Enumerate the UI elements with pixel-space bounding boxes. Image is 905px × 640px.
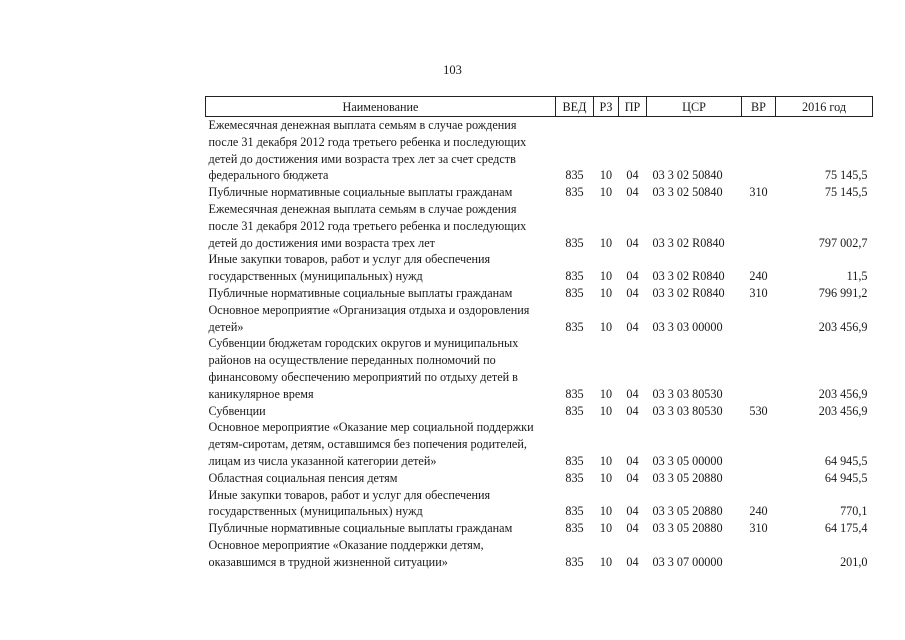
row-rz: 10 — [599, 235, 613, 250]
row-csr: 03 3 02 R0840 — [652, 269, 725, 284]
row-amount: 203 456,9 — [818, 319, 868, 334]
table-row — [206, 335, 873, 402]
row-ved: 835 — [565, 269, 584, 284]
row-name-line: после 31 декабря 2012 года третьего ребенка и последующих — [208, 134, 527, 149]
row-pr: 04 — [626, 470, 639, 485]
row-vr — [742, 537, 776, 571]
row-amount: 64 945,5 — [824, 453, 868, 468]
row-csr: 03 3 02 R0840 — [652, 235, 725, 250]
table-body — [206, 117, 873, 571]
table-row — [206, 201, 873, 251]
row-ved: 835 — [565, 521, 584, 536]
row-vr — [742, 419, 776, 469]
row-pr: 04 — [626, 504, 639, 519]
table-row — [206, 302, 873, 336]
row-name-line: государственных (муниципальных) нужд — [208, 504, 423, 519]
row-amount: 64 175,4 — [824, 521, 868, 536]
table-row — [206, 403, 873, 420]
table-row — [206, 419, 873, 469]
page-number: 103 — [443, 63, 462, 77]
row-name-line: Ежемесячная денежная выплата семьям в случае рождения — [208, 118, 517, 132]
row-pr: 04 — [626, 453, 639, 468]
row-rz: 10 — [599, 269, 613, 284]
row-amount: 770,1 — [840, 504, 868, 519]
row-csr: 03 3 02 50840 — [652, 168, 723, 183]
row-name — [206, 470, 556, 487]
row-ved: 835 — [565, 285, 584, 300]
row-rz: 10 — [599, 470, 613, 485]
row-name — [206, 335, 556, 402]
row-name-line: детей до достижения ими возраста трех лет за счет средств — [208, 151, 516, 166]
row-csr: 03 3 03 80530 — [652, 386, 723, 401]
header-year: 2016 год — [776, 97, 873, 117]
row-amount: 203 456,9 — [818, 386, 868, 401]
header-csr: ЦСР — [647, 97, 742, 117]
row-amount: 201,0 — [840, 554, 868, 569]
row-pr: 04 — [626, 168, 639, 183]
row-name-line: оказавшимся в трудной жизненной ситуации» — [208, 554, 448, 569]
row-pr: 04 — [626, 386, 639, 401]
row-pr: 04 — [626, 319, 639, 334]
table-row — [206, 520, 873, 537]
row-vr — [742, 335, 776, 402]
row-name-line: Ежемесячная денежная выплата семьям в случае рождения — [208, 201, 517, 216]
row-vr: 310 — [749, 285, 768, 300]
row-rz: 10 — [599, 453, 613, 468]
row-name — [206, 520, 556, 537]
row-csr: 03 3 05 20880 — [652, 470, 723, 485]
header-vr: ВР — [742, 97, 776, 117]
row-pr: 04 — [626, 285, 639, 300]
row-pr: 04 — [626, 403, 639, 418]
row-name-line: Иные закупки товаров, работ и услуг для обеспечения — [208, 252, 491, 267]
row-csr: 03 3 07 00000 — [652, 554, 723, 569]
row-pr: 04 — [626, 185, 639, 200]
table-row — [206, 470, 873, 487]
row-name-line: детей» — [208, 319, 244, 334]
row-amount: 64 945,5 — [824, 470, 868, 485]
row-amount: 797 002,7 — [818, 235, 868, 250]
table-row — [206, 184, 873, 201]
row-rz: 10 — [599, 319, 613, 334]
header-rz: РЗ — [594, 97, 619, 117]
row-ved: 835 — [565, 554, 584, 569]
row-name — [206, 251, 556, 285]
row-amount: 75 145,5 — [824, 168, 868, 183]
row-name-line: Иные закупки товаров, работ и услуг для обеспечения — [208, 487, 491, 502]
row-name-line: лицам из числа указанной категории детей» — [208, 453, 437, 468]
row-csr: 03 3 03 80530 — [652, 403, 723, 418]
row-csr: 03 3 05 20880 — [652, 521, 723, 536]
row-vr — [742, 117, 776, 185]
table-row — [206, 487, 873, 521]
row-name — [206, 487, 556, 521]
row-name — [206, 403, 556, 420]
row-name — [206, 285, 556, 302]
row-name-line: после 31 декабря 2012 года третьего ребенка и последующих — [208, 218, 527, 233]
row-name-line: Областная социальная пенсия детям — [208, 470, 398, 485]
row-name — [206, 537, 556, 571]
row-ved: 835 — [565, 168, 584, 183]
row-ved: 835 — [565, 185, 584, 200]
row-csr: 03 3 03 00000 — [652, 319, 723, 334]
row-name — [206, 117, 556, 185]
row-csr: 03 3 05 00000 — [652, 453, 723, 468]
row-name-line: Публичные нормативные социальные выплаты гражданам — [208, 185, 513, 200]
row-vr: 310 — [749, 521, 768, 536]
row-ved: 835 — [565, 504, 584, 519]
row-vr: 310 — [749, 185, 768, 200]
row-name-line: федерального бюджета — [208, 168, 329, 183]
row-amount: 203 456,9 — [818, 403, 868, 418]
row-name-line: государственных (муниципальных) нужд — [208, 269, 423, 284]
row-vr — [742, 470, 776, 487]
row-csr: 03 3 02 50840 — [652, 185, 723, 200]
row-name-line: районов на осуществление переданных полномочий по — [208, 353, 496, 368]
row-amount: 75 145,5 — [824, 185, 868, 200]
row-name-line: Основное мероприятие «Организация отдыха и оздоровления — [208, 302, 530, 317]
header-pr: ПР — [619, 97, 647, 117]
row-ved: 835 — [565, 403, 584, 418]
row-rz: 10 — [599, 168, 613, 183]
row-ved: 835 — [565, 235, 584, 250]
row-pr: 04 — [626, 521, 639, 536]
row-name-line: Субвенции бюджетам городских округов и муниципальных — [208, 336, 519, 351]
row-ved: 835 — [565, 470, 584, 485]
row-name — [206, 201, 556, 251]
budget-table — [205, 96, 873, 571]
row-pr: 04 — [626, 235, 639, 250]
row-name-line: детям-сиротам, детям, оставшимся без попечения родителей, — [208, 437, 527, 452]
row-vr: 530 — [749, 403, 768, 418]
row-rz: 10 — [599, 285, 613, 300]
row-name-line: Основное мероприятие «Оказание поддержки детям, — [208, 537, 484, 552]
row-name-line: Субвенции — [208, 403, 266, 418]
row-ved: 835 — [565, 453, 584, 468]
row-csr: 03 3 05 20880 — [652, 504, 723, 519]
row-name — [206, 302, 556, 336]
row-name-line: детей до достижения ими возраста трех лет — [208, 235, 435, 250]
table-row — [206, 251, 873, 285]
row-name-line: Публичные нормативные социальные выплаты гражданам — [208, 521, 513, 536]
row-rz: 10 — [599, 521, 613, 536]
row-vr: 240 — [749, 269, 768, 284]
row-name-line: финансовому обеспечению мероприятий по отдыху детей в — [208, 369, 518, 384]
table-row — [206, 117, 873, 185]
row-name-line: Публичные нормативные социальные выплаты гражданам — [208, 285, 513, 300]
row-rz: 10 — [599, 386, 613, 401]
row-rz: 10 — [599, 554, 613, 569]
row-vr — [742, 201, 776, 251]
row-name-line: каникулярное время — [208, 386, 314, 401]
row-name — [206, 184, 556, 201]
row-vr: 240 — [749, 504, 768, 519]
row-rz: 10 — [599, 504, 613, 519]
row-rz: 10 — [599, 185, 613, 200]
row-vr — [742, 302, 776, 336]
row-name-line: Основное мероприятие «Оказание мер социальной поддержки — [208, 420, 534, 435]
row-ved: 835 — [565, 386, 584, 401]
header-name: Наименование — [206, 97, 556, 117]
row-ved: 835 — [565, 319, 584, 334]
row-csr: 03 3 02 R0840 — [652, 285, 725, 300]
table-row — [206, 285, 873, 302]
header-ved: ВЕД — [556, 97, 594, 117]
row-amount: 796 991,2 — [818, 285, 868, 300]
row-pr: 04 — [626, 269, 639, 284]
row-rz: 10 — [599, 403, 613, 418]
row-name — [206, 419, 556, 469]
table-header-row — [206, 97, 873, 117]
row-amount: 11,5 — [846, 269, 868, 284]
row-pr: 04 — [626, 554, 639, 569]
table-row — [206, 537, 873, 571]
